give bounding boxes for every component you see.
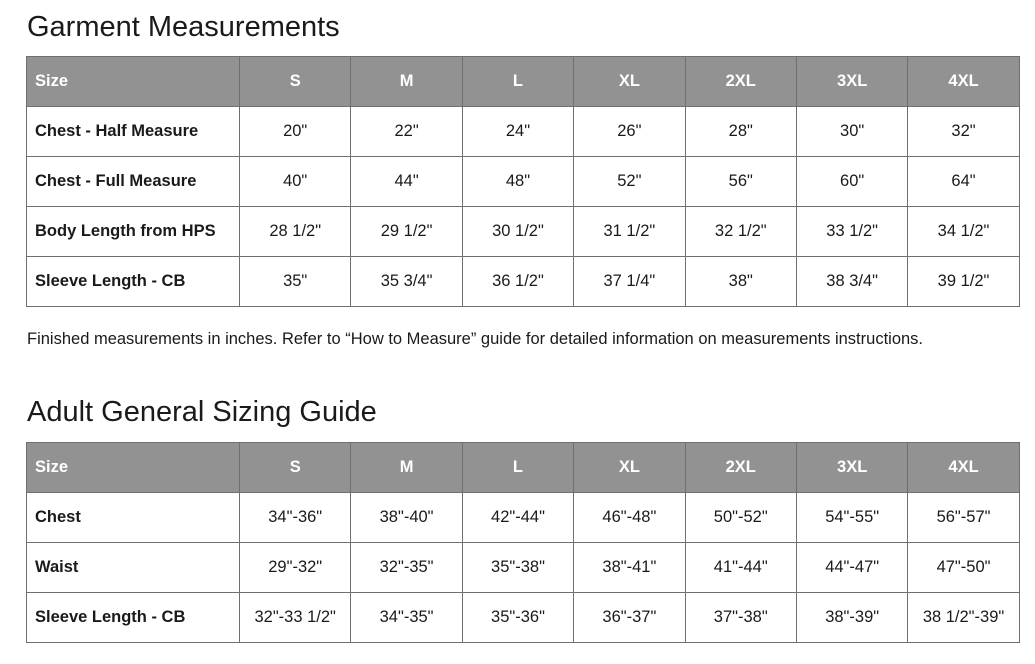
size-header-m: M — [351, 57, 462, 107]
row-label: Chest - Half Measure — [27, 107, 240, 157]
row-label: Body Length from HPS — [27, 207, 240, 257]
table-cell: 34"-35" — [351, 593, 462, 643]
table-cell: 46"-48" — [574, 493, 685, 543]
table-row — [27, 493, 1020, 543]
table-cell: 20" — [240, 107, 351, 157]
table-cell: 32"-35" — [351, 543, 462, 593]
size-header-3xl: 3XL — [796, 443, 907, 493]
table-row — [27, 257, 1020, 307]
table-cell: 26" — [574, 107, 685, 157]
table-cell: 38"-40" — [351, 493, 462, 543]
table-cell: 35" — [240, 257, 351, 307]
table-cell: 64" — [908, 157, 1019, 207]
table-cell: 33 1/2" — [796, 207, 907, 257]
table-row — [27, 593, 1020, 643]
size-header-s: S — [240, 443, 351, 493]
table-cell: 38 3/4" — [796, 257, 907, 307]
table-header-row — [27, 57, 1020, 107]
size-header-s: S — [240, 57, 351, 107]
table-cell: 44"-47" — [796, 543, 907, 593]
table-cell: 39 1/2" — [908, 257, 1019, 307]
table-cell: 42"-44" — [462, 493, 573, 543]
table-cell: 44" — [351, 157, 462, 207]
table-cell: 34 1/2" — [908, 207, 1019, 257]
table-cell: 35 3/4" — [351, 257, 462, 307]
size-header-xl: XL — [574, 443, 685, 493]
table-cell: 30 1/2" — [462, 207, 573, 257]
measurement-note: Finished measurements in inches. Refer to “How to Measure” guide for detailed information on measurements instructions. — [27, 330, 924, 348]
row-label: Sleeve Length - CB — [27, 257, 240, 307]
table-cell: 56" — [685, 157, 796, 207]
row-label: Chest — [27, 493, 240, 543]
table-cell: 35"-36" — [462, 593, 573, 643]
table-cell: 38"-41" — [574, 543, 685, 593]
size-header-4xl: 4XL — [908, 57, 1019, 107]
adult-sizing-guide-title: Adult General Sizing Guide — [27, 396, 377, 428]
table-cell: 54"-55" — [796, 493, 907, 543]
table-cell: 32 1/2" — [685, 207, 796, 257]
adult-sizing-guide-table — [26, 442, 1020, 643]
table-cell: 60" — [796, 157, 907, 207]
table-cell: 28" — [685, 107, 796, 157]
size-header-2xl: 2XL — [685, 57, 796, 107]
size-header-3xl: 3XL — [796, 57, 907, 107]
table-cell: 50"-52" — [685, 493, 796, 543]
table-row — [27, 107, 1020, 157]
table-cell: 32"-33 1/2" — [240, 593, 351, 643]
table-row — [27, 543, 1020, 593]
table-cell: 38"-39" — [796, 593, 907, 643]
garment-measurements-table — [26, 56, 1020, 307]
size-header-2xl: 2XL — [685, 443, 796, 493]
table-cell: 34"-36" — [240, 493, 351, 543]
table-cell: 38" — [685, 257, 796, 307]
size-header-label: Size — [27, 57, 240, 107]
size-header-m: M — [351, 443, 462, 493]
table-cell: 41"-44" — [685, 543, 796, 593]
size-header-l: L — [462, 57, 573, 107]
table-cell: 36 1/2" — [462, 257, 573, 307]
row-label: Waist — [27, 543, 240, 593]
table-cell: 36"-37" — [574, 593, 685, 643]
table-cell: 35"-38" — [462, 543, 573, 593]
table-cell: 56"-57" — [908, 493, 1019, 543]
table-row — [27, 157, 1020, 207]
table-cell: 47"-50" — [908, 543, 1019, 593]
row-label: Sleeve Length - CB — [27, 593, 240, 643]
table-cell: 28 1/2" — [240, 207, 351, 257]
size-header-label: Size — [27, 443, 240, 493]
table-cell: 30" — [796, 107, 907, 157]
table-cell: 29 1/2" — [351, 207, 462, 257]
table-cell: 29"-32" — [240, 543, 351, 593]
size-header-4xl: 4XL — [908, 443, 1019, 493]
table-header-row — [27, 443, 1020, 493]
table-row — [27, 207, 1020, 257]
table-cell: 48" — [462, 157, 573, 207]
table-cell: 37 1/4" — [574, 257, 685, 307]
size-header-l: L — [462, 443, 573, 493]
table-cell: 37"-38" — [685, 593, 796, 643]
table-cell: 38 1/2"-39" — [908, 593, 1019, 643]
row-label: Chest - Full Measure — [27, 157, 240, 207]
table-cell: 40" — [240, 157, 351, 207]
size-header-xl: XL — [574, 57, 685, 107]
table-cell: 52" — [574, 157, 685, 207]
table-cell: 22" — [351, 107, 462, 157]
table-cell: 31 1/2" — [574, 207, 685, 257]
table-cell: 32" — [908, 107, 1019, 157]
garment-measurements-title: Garment Measurements — [27, 11, 340, 43]
table-cell: 24" — [462, 107, 573, 157]
